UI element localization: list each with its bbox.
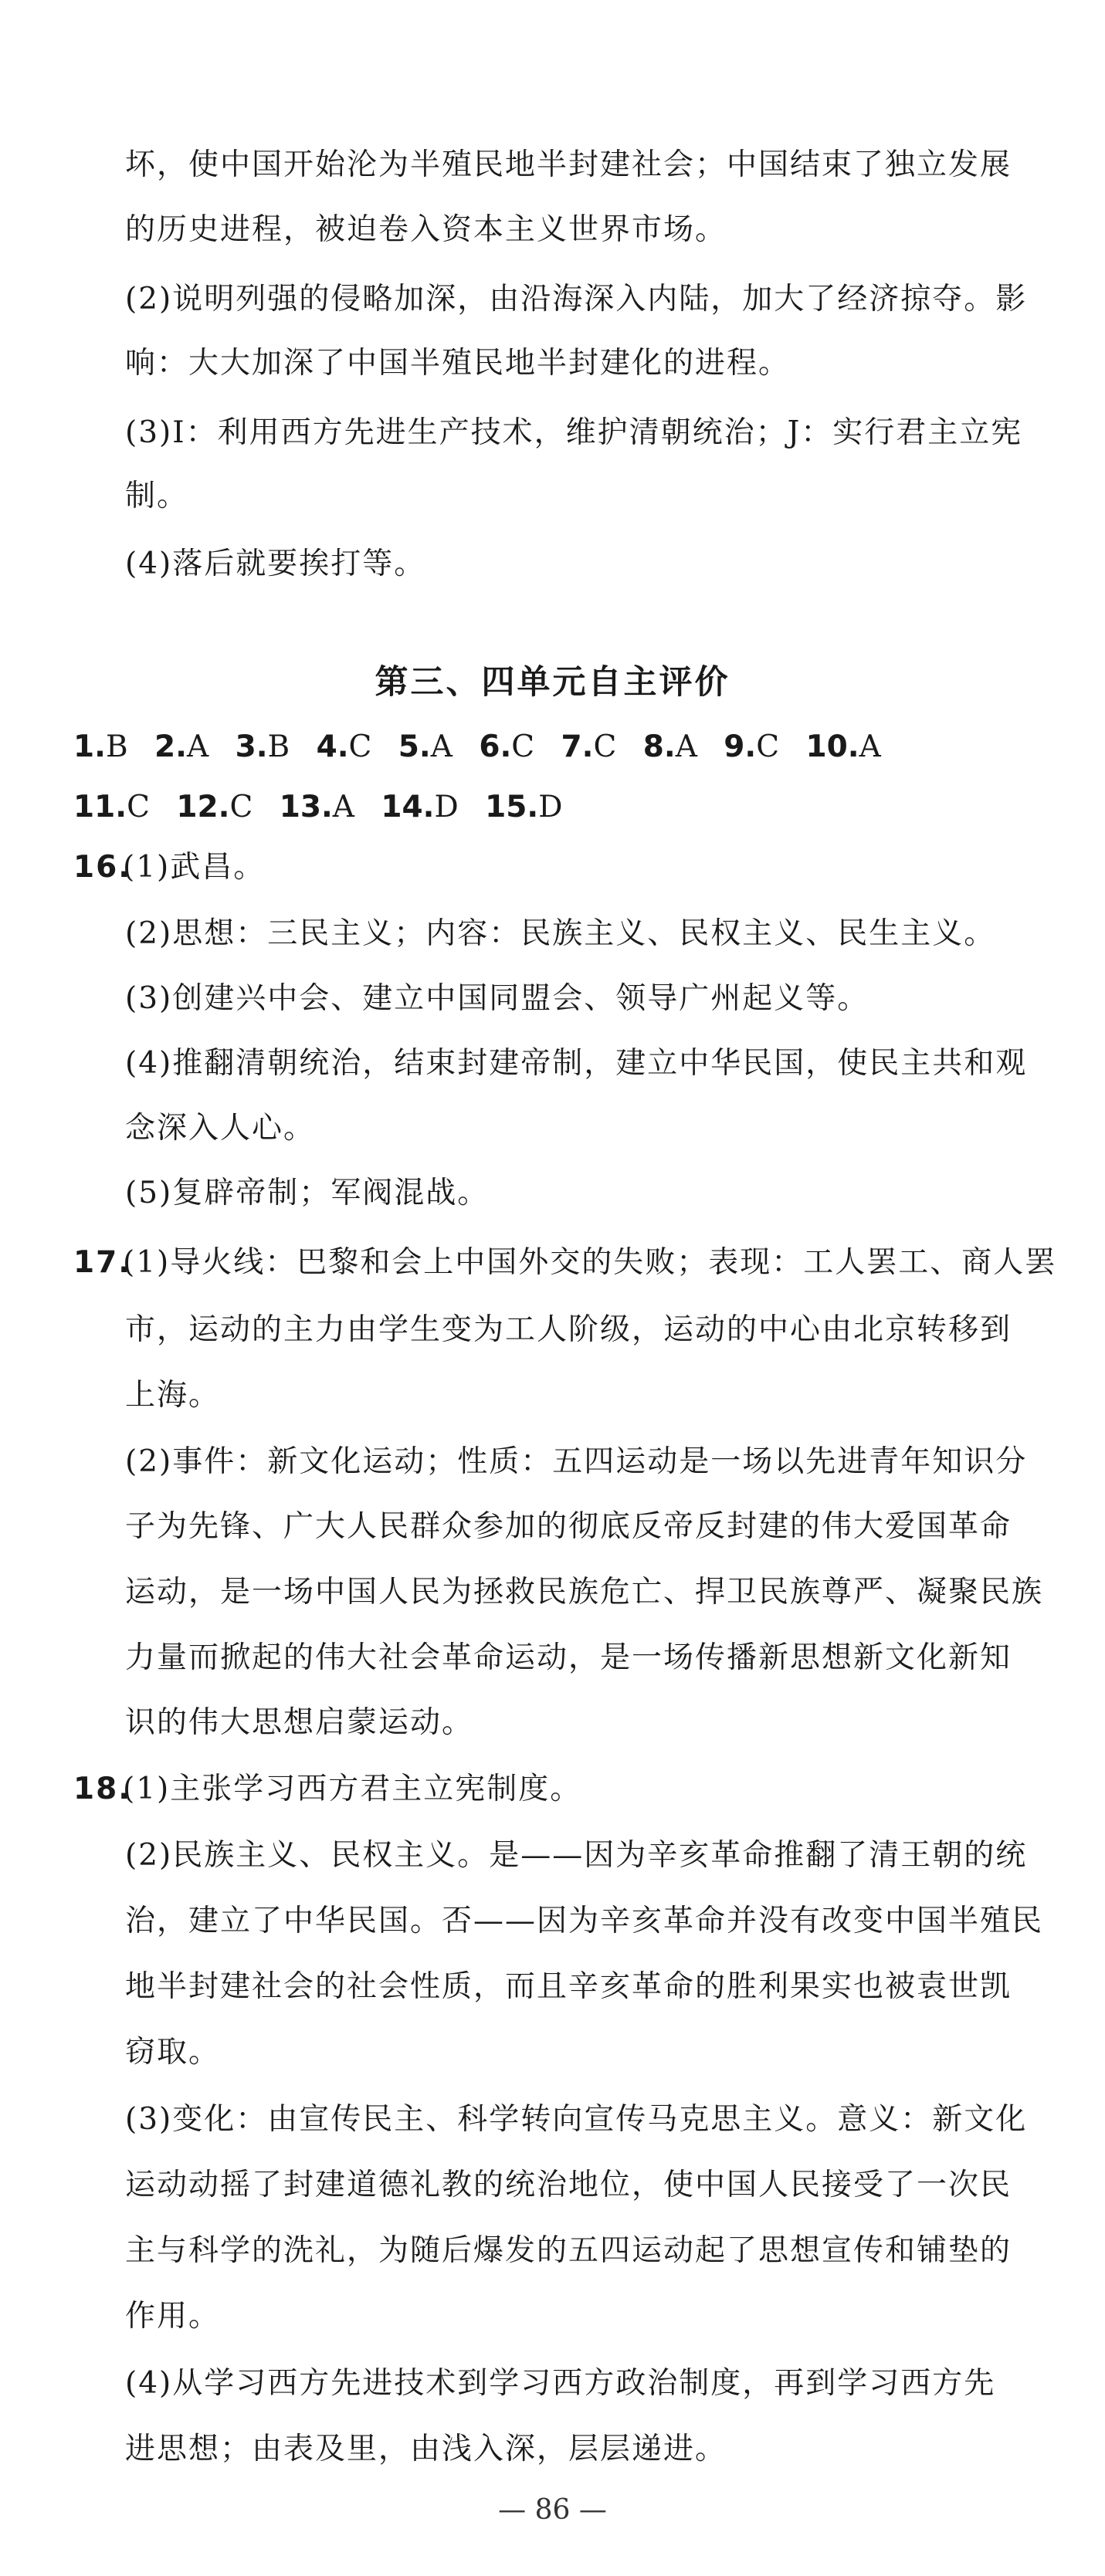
q16-number: 16. bbox=[73, 850, 132, 885]
q17-line: 子为先锋、广大人民群众参加的彻底反帝反封建的伟大爱国革命 bbox=[125, 1509, 1012, 1544]
intro-line-1: 坏，使中国开始沦为半殖民地半封建社会；中国结束了独立发展 bbox=[125, 147, 1012, 182]
mc-item: 13.A bbox=[279, 790, 354, 824]
q18-line: 进思想；由表及里，由浅入深，层层递进。 bbox=[125, 2432, 727, 2466]
q18-line: 主与科学的洗礼，为随后爆发的五四运动起了思想宣传和铺垫的 bbox=[125, 2233, 1012, 2268]
q16-part1: (1)武昌。 bbox=[123, 850, 266, 885]
mc-item: 11.C bbox=[73, 790, 150, 824]
mc-item: 3.B bbox=[235, 729, 290, 764]
q17-line: 运动，是一场中国人民为拯救民族危亡、捍卫民族尊严、凝聚民族 bbox=[125, 1575, 1044, 1610]
mc-item: 1.B bbox=[73, 729, 128, 764]
mc-item: 2.A bbox=[154, 729, 209, 764]
q17-part1: (1)导火线：巴黎和会上中国外交的失败；表现：工人罢工、商人罢 bbox=[123, 1245, 1057, 1280]
mc-item: 4.C bbox=[316, 729, 372, 764]
q18-line: (2)民族主义、民权主义。是——因为辛亥革命推翻了清王朝的统 bbox=[125, 1838, 1028, 1873]
q17-line: 力量而掀起的伟大社会革命运动，是一场传播新思想新文化新知 bbox=[125, 1640, 1012, 1675]
q17-number: 17. bbox=[73, 1245, 132, 1280]
q17-line: 识的伟大思想启蒙运动。 bbox=[125, 1705, 474, 1740]
intro-line-2: 的历史进程，被迫卷入资本主义世界市场。 bbox=[125, 212, 727, 247]
intro-line-4: 响：大大加深了中国半殖民地半封建化的进程。 bbox=[125, 346, 791, 381]
mc-row-1 bbox=[73, 727, 898, 767]
q17-line: 上海。 bbox=[125, 1378, 221, 1413]
mc-item: 9.C bbox=[724, 729, 780, 764]
mc-item: 14.D bbox=[381, 790, 459, 824]
q18-line: 作用。 bbox=[125, 2299, 221, 2334]
q16-first-line bbox=[73, 848, 265, 888]
q18-part1: (1)主张学习西方君主立宪制度。 bbox=[123, 1772, 582, 1806]
intro-line-7: (4)落后就要挨打等。 bbox=[125, 547, 426, 581]
section-title: 第三、四单元自主评价 bbox=[375, 663, 730, 702]
mc-item: 8.A bbox=[642, 729, 697, 764]
q18-line: (3)变化：由宣传民主、科学转向宣传马克思主义。意义：新文化 bbox=[125, 2102, 1028, 2137]
q16-line: (5)复辟帝制；军阀混战。 bbox=[125, 1176, 490, 1210]
q18-line: 治，建立了中华民国。否——因为辛亥革命并没有改变中国半殖民 bbox=[125, 1904, 1044, 1938]
mc-item: 12.C bbox=[176, 790, 253, 824]
intro-line-3: (2)说明列强的侵略加深，由沿海深入内陆，加大了经济掠夺。影 bbox=[125, 282, 1028, 316]
q18-line: 窃取。 bbox=[125, 2035, 221, 2070]
q17-first-line bbox=[73, 1243, 1056, 1283]
intro-line-5: (3)I：利用西方先进生产技术，维护清朝统治；J：实行君主立宪 bbox=[125, 415, 1023, 450]
q16-line: (4)推翻清朝统治，结束封建帝制，建立中华民国，使民主共和观 bbox=[125, 1046, 1028, 1081]
q18-line: (4)从学习西方先进技术到学习西方政治制度，再到学习西方先 bbox=[125, 2366, 996, 2401]
mc-item: 15.D bbox=[485, 790, 563, 824]
mc-item: 10.A bbox=[805, 729, 881, 764]
q17-line: (2)事件：新文化运动；性质：五四运动是一场以先进青年知识分 bbox=[125, 1444, 1028, 1479]
page-number: — 86 — bbox=[498, 2494, 607, 2526]
q16-line: (2)思想：三民主义；内容：民族主义、民权主义、民生主义。 bbox=[125, 916, 996, 951]
q18-first-line bbox=[73, 1769, 581, 1809]
intro-line-6: 制。 bbox=[125, 479, 189, 513]
mc-row-2 bbox=[73, 787, 580, 828]
mc-item: 6.C bbox=[479, 729, 535, 764]
q18-line: 运动动摇了封建道德礼教的统治地位，使中国人民接受了一次民 bbox=[125, 2168, 1012, 2202]
q16-line: (3)创建兴中会、建立中国同盟会、领导广州起义等。 bbox=[125, 981, 869, 1016]
q17-line: 市，运动的主力由学生变为工人阶级，运动的中心由北京转移到 bbox=[125, 1312, 1012, 1347]
q18-line: 地半封建社会的社会性质，而且辛亥革命的胜利果实也被袁世凯 bbox=[125, 1969, 1012, 2004]
mc-item: 5.A bbox=[398, 729, 453, 764]
q16-line: 念深入人心。 bbox=[125, 1111, 316, 1146]
q18-number: 18. bbox=[73, 1772, 132, 1806]
mc-item: 7.C bbox=[561, 729, 617, 764]
